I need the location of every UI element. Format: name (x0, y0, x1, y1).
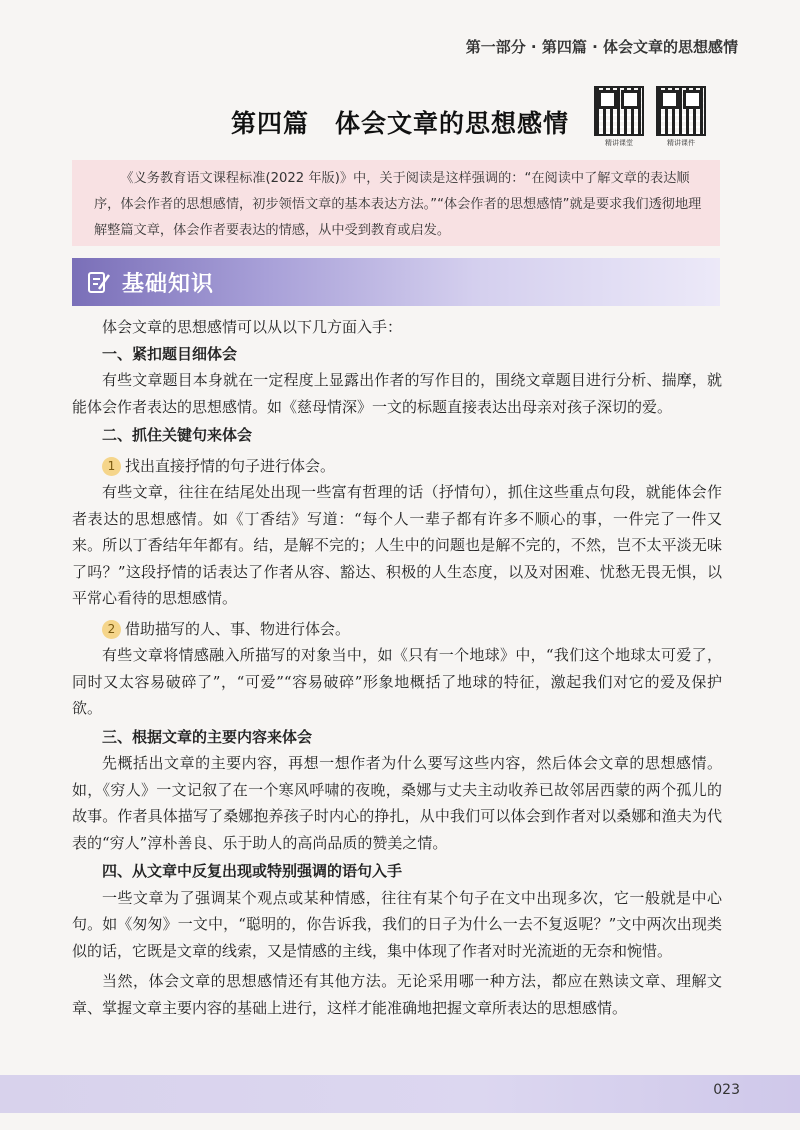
footer-band (0, 1075, 800, 1113)
section-2-paragraph-1: 有些文章，往往在结尾处出现一些富有哲理的话（抒情句），抓住这些重点句段，就能体会作者表达的思想感情。如《丁香结》写道：“每个人一辈子都有许多不顺心的事，一件完了一件又来。所以丁香结年年都有。结，是解不完的；人生中的问题也是解不完的，不然，岂不太平淡无味了吗？”这段抒情的话表达了作者从容、豁达、积极的人生态度，以及对困难、忧愁无畏无惧，以平常心看待的思想感情。 (72, 483, 722, 607)
closing-paragraph: 当然，体会文章的思想感情还有其他方法。无论采用哪一种方法，都应在熟读文章、理解文章、掌握文章主要内容的基础上进行，这样才能准确地把握文章所表达的思想感情。 (72, 972, 722, 1017)
section-heading-4: 四、从文章中反复出现或特别强调的语句入手 (102, 862, 403, 880)
section-heading-1: 一、紧扣题目细体会 (102, 344, 238, 363)
numbered-item-2 (72, 616, 722, 643)
main-content (72, 314, 722, 1021)
number-badge: 1 (102, 457, 121, 476)
title-part: 第四篇 (230, 109, 309, 138)
section-1-paragraph: 有些文章题目本身就在一定程度上显露出作者的写作目的，围绕文章题目进行分析、揣摩，就能体会作者表达的思想感情。如《慈母情深》一文的标题直接表达出母亲对孩子深切的爱。 (72, 371, 722, 416)
numbered-item-text: 找出直接抒情的句子进行体会。 (125, 456, 336, 475)
banner-title: 基础知识 (122, 271, 215, 297)
lead-paragraph: 体会文章的思想感情可以从以下几方面入手： (102, 318, 403, 336)
section-4-paragraph: 一些文章为了强调某个观点或某种情感，往往有某个句子在文中出现多次，它一般就是中心句。如《匆匆》一文中，“聪明的，你告诉我，我们的日子为什么一去不复返呢？”文中两次出现类似的话，它既是文章的线索，又是情感的主线，集中体现了作者对时光流逝的无奈和惋惜。 (72, 888, 722, 960)
qr-code-lecture[interactable] (594, 86, 644, 148)
section-heading-3: 三、根据文章的主要内容来体会 (102, 727, 313, 746)
qr-code-courseware[interactable] (656, 86, 706, 148)
intro-text: 《义务教育语文课程标准(2022 年版)》中，关于阅读是这样强调的：“在阅读中了解文章的表达顺序，体会作者的思想感情，初步领悟文章的基本表达方法。”“体会作者的思想感情”就是要求我们透彻地理解整篇文章，体会作者要表达的情感，从中受到教育或启发。 (94, 171, 702, 238)
running-head: 第一部分 · 第四篇 · 体会文章的思想感情 (465, 38, 738, 56)
page-number: 023 (713, 1082, 740, 1098)
section-2-paragraph-2: 有些文章将情感融入所描写的对象当中，如《只有一个地球》中，“我们这个地球太可爱了，同时又太容易破碎了”，“可爱”“容易破碎”形象地概括了地球的特征，激起我们对它的爱及保护欲。 (72, 646, 722, 717)
qr-code-icon (594, 86, 644, 136)
qr-code-icon (656, 86, 706, 136)
notebook-pencil-icon (86, 269, 112, 295)
number-badge: 2 (102, 620, 121, 639)
intro-box (72, 160, 720, 246)
qr-label: 精讲课件 (667, 139, 695, 147)
numbered-item-1 (72, 453, 722, 480)
numbered-item-text: 借助描写的人、事、物进行体会。 (125, 619, 351, 638)
section-heading-2: 二、抓住关键句来体会 (102, 426, 253, 444)
qr-label: 精讲课堂 (605, 139, 633, 147)
section-3-paragraph: 先概括出文章的主要内容，再想一想作者为什么要写这些内容，然后体会文章的思想感情。如，《穷人》一文记叙了在一个寒风呼啸的夜晚，桑娜与丈夫主动收养已故邻居西蒙的两个孤儿的故事。作者具体描写了桑娜抱养孩子时内心的挣扎，从中我们可以体会到作者对以桑娜和渔夫为代表的“穷人”淳朴善良、乐于助人的高尚品质的赞美之情。 (72, 754, 722, 852)
section-banner (72, 258, 720, 306)
title-text: 体会文章的思想感情 (335, 109, 570, 138)
